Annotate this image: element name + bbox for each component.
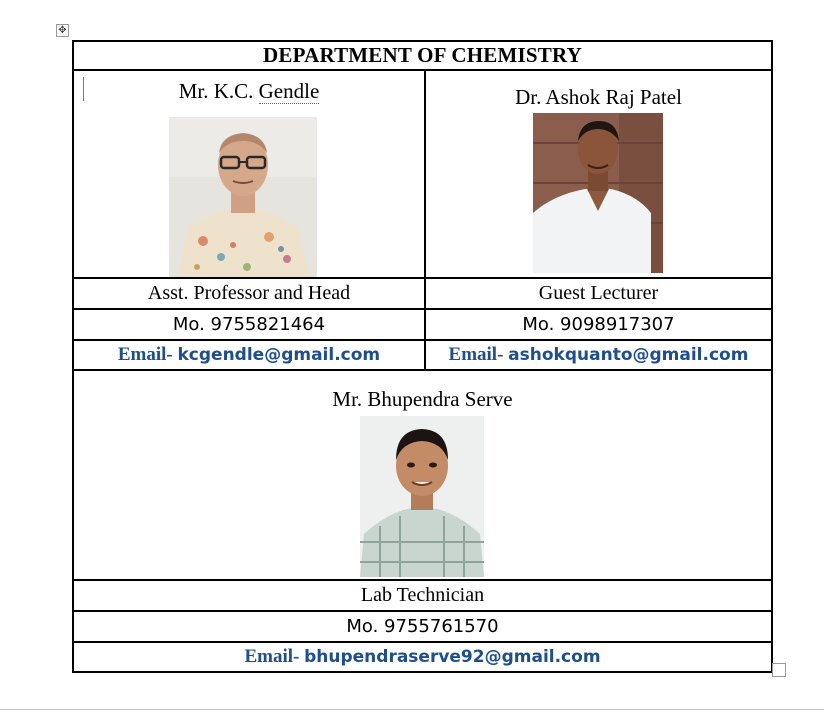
photo-gendle [169, 117, 317, 277]
page-divider [0, 709, 824, 710]
staff-role-serve: Lab Technician [73, 580, 772, 611]
staff-role-gendle: Asst. Professor and Head [73, 278, 425, 309]
photo-patel [533, 113, 663, 273]
staff-email-gendle: Email- kcgendle@gmail.com [73, 340, 425, 370]
staff-phone-serve: Mo. 9755761570 [73, 611, 772, 642]
staff-name-serve: Mr. Bhupendra Serve [332, 387, 513, 411]
staff-cell-patel [425, 70, 772, 278]
staff-phone-gendle: Mo. 9755821464 [73, 309, 425, 340]
staff-email-patel: Email- ashokquanto@gmail.com [425, 340, 772, 370]
staff-cell-gendle [73, 70, 425, 278]
department-table [72, 40, 773, 673]
text-cursor [83, 77, 84, 101]
table-move-handle-icon[interactable]: ✥ [56, 24, 69, 37]
department-title: DEPARTMENT OF CHEMISTRY [73, 41, 772, 70]
photo-serve [360, 416, 484, 577]
staff-phone-patel: Mo. 9098917307 [425, 309, 772, 340]
table-resize-handle-icon[interactable] [772, 663, 786, 677]
staff-name-gendle: Mr. K.C. Gendle [178, 79, 320, 103]
staff-cell-serve [73, 370, 772, 580]
staff-name-patel: Dr. Ashok Raj Patel [515, 85, 682, 109]
staff-role-patel: Guest Lecturer [425, 278, 772, 309]
staff-email-serve: Email- bhupendraserve92@gmail.com [73, 642, 772, 672]
